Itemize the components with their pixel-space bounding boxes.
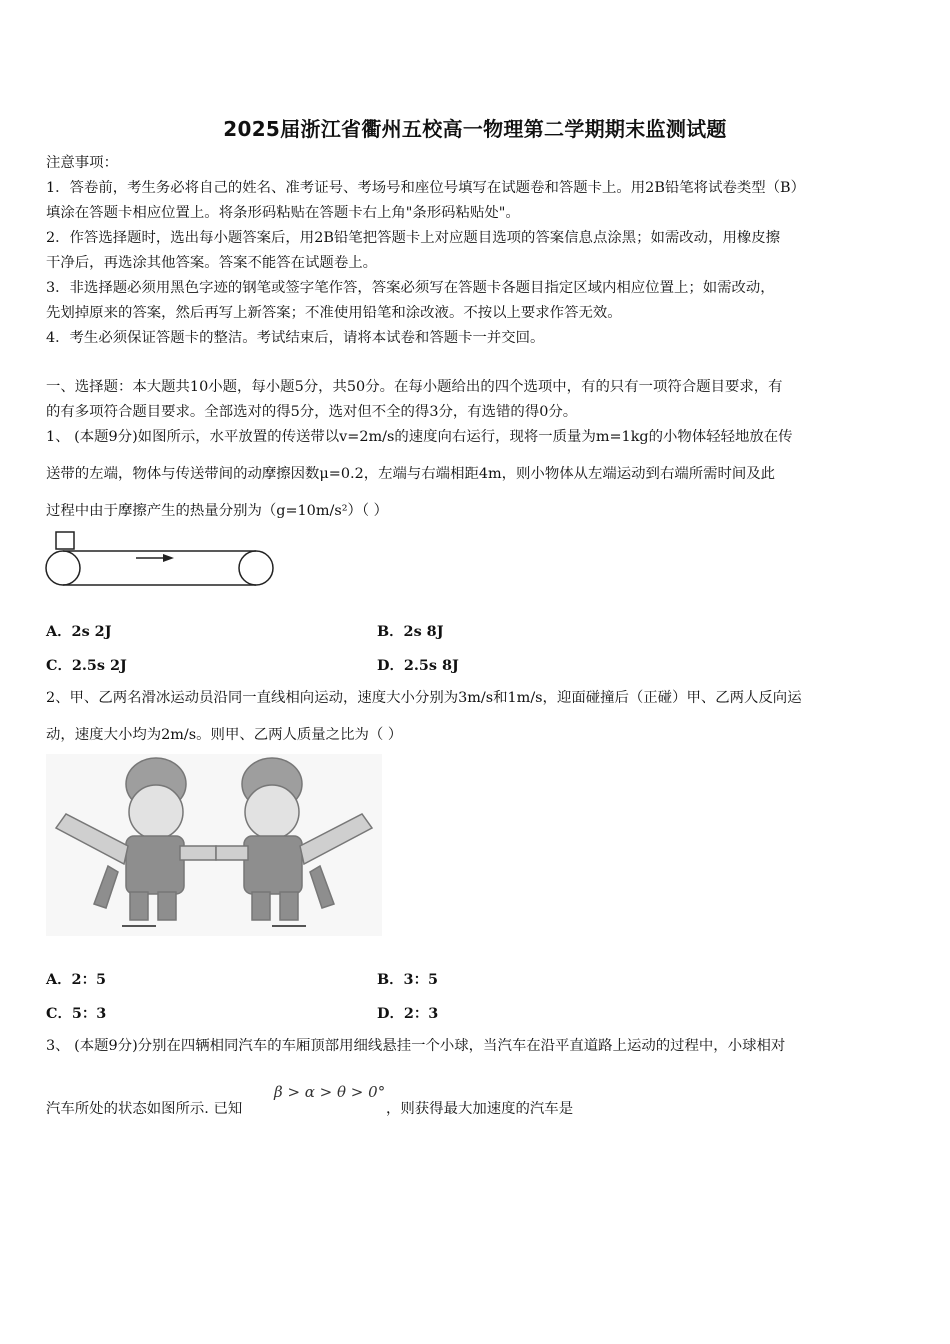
q1-text: 送带的左端，物体与传送带间的动摩擦因数μ=0.2，左端与右端相距4m，则小物体从左端运动到右端所需时间及此 xyxy=(46,466,776,482)
section-instructions: 的有多项符合题目要求。全部选对的得5分，选对但不全的得3分，有选错的得0分。 xyxy=(46,404,578,420)
q2-option-d[interactable]: D．2：3 xyxy=(377,1005,439,1022)
notice-line: 3．非选择题必须用黑色字迹的钢笔或签字笔作答，答案必须写在答题卡各题目指定区域内相应位置上；如需改动， xyxy=(46,280,775,296)
q1-option-d[interactable]: D．2.5s 8J xyxy=(377,657,459,674)
q1-option-b[interactable]: B．2s 8J xyxy=(377,623,444,640)
notice-line: 1．答卷前，考生务必将自己的姓名、准考证号、考场号和座位号填写在试题卷和答题卡上。用2B铅笔将试卷类型（B） xyxy=(46,180,805,196)
q2-option-b[interactable]: B．3：5 xyxy=(377,971,438,988)
skaters-figure xyxy=(46,754,382,936)
q1-option-c[interactable]: C．2.5s 2J xyxy=(46,657,127,674)
q3-text: 3、 (本题9分)分别在四辆相同汽车的车厢顶部用细线悬挂一个小球，当汽车在沿平直道路上运动的过程中，小球相对 xyxy=(46,1038,786,1054)
q1-option-a[interactable]: A．2s 2J xyxy=(46,623,112,640)
q3-formula: β > α > θ > 0° xyxy=(274,1083,386,1101)
q2-text: 2、甲、乙两名滑冰运动员沿同一直线相向运动，速度大小分别为3m/s和1m/s，迎面碰撞后（正碰）甲、乙两人反向运 xyxy=(46,690,802,706)
notice-line: 干净后，再选涂其他答案。答案不能答在试题卷上。 xyxy=(46,255,377,271)
q2-option-a[interactable]: A．2：5 xyxy=(46,971,106,988)
notice-line: 填涂在答题卡相应位置上。将条形码粘贴在答题卡右上角"条形码粘贴处"。 xyxy=(46,205,520,221)
right-roller-icon xyxy=(239,551,273,585)
q3-text-prefix: 汽车所处的状态如图所示. 已知 xyxy=(46,1101,243,1117)
q1-text: 过程中由于摩擦产生的热量分别为（g=10m/s²）（ ） xyxy=(46,503,389,519)
page-title: 2025届浙江省衢州五校高一物理第二学期期末监测试题 xyxy=(223,117,727,141)
notice-heading: 注意事项： xyxy=(46,155,118,171)
block-icon xyxy=(56,532,74,549)
q1-text: 1、 (本题9分)如图所示，水平放置的传送带以v=2m/s的速度向右运行，现将一质量为m=1kg的小物体轻轻地放在传 xyxy=(46,429,793,445)
notice-line: 4．考生必须保证答题卡的整洁。考试结束后，请将本试卷和答题卡一并交回。 xyxy=(46,330,545,346)
q3-text-suffix: ，则获得最大加速度的汽车是 xyxy=(386,1101,574,1117)
q2-option-c[interactable]: C．5：3 xyxy=(46,1005,107,1022)
conveyor-belt-figure xyxy=(44,531,276,587)
left-roller-icon xyxy=(46,551,80,585)
q2-text: 动，速度大小均为2m/s。则甲、乙两人质量之比为（ ） xyxy=(46,727,403,743)
notice-line: 2．作答选择题时，选出每小题答案后，用2B铅笔把答题卡上对应题目选项的答案信息点涂黑；如需改动，用橡皮擦 xyxy=(46,230,781,246)
notice-line: 先划掉原来的答案，然后再写上新答案；不准使用铅笔和涂改液。不按以上要求作答无效。 xyxy=(46,305,622,321)
section-instructions: 一、选择题：本大题共10小题，每小题5分，共50分。在每小题给出的四个选项中，有的只有一项符合题目要求，有 xyxy=(46,379,783,395)
